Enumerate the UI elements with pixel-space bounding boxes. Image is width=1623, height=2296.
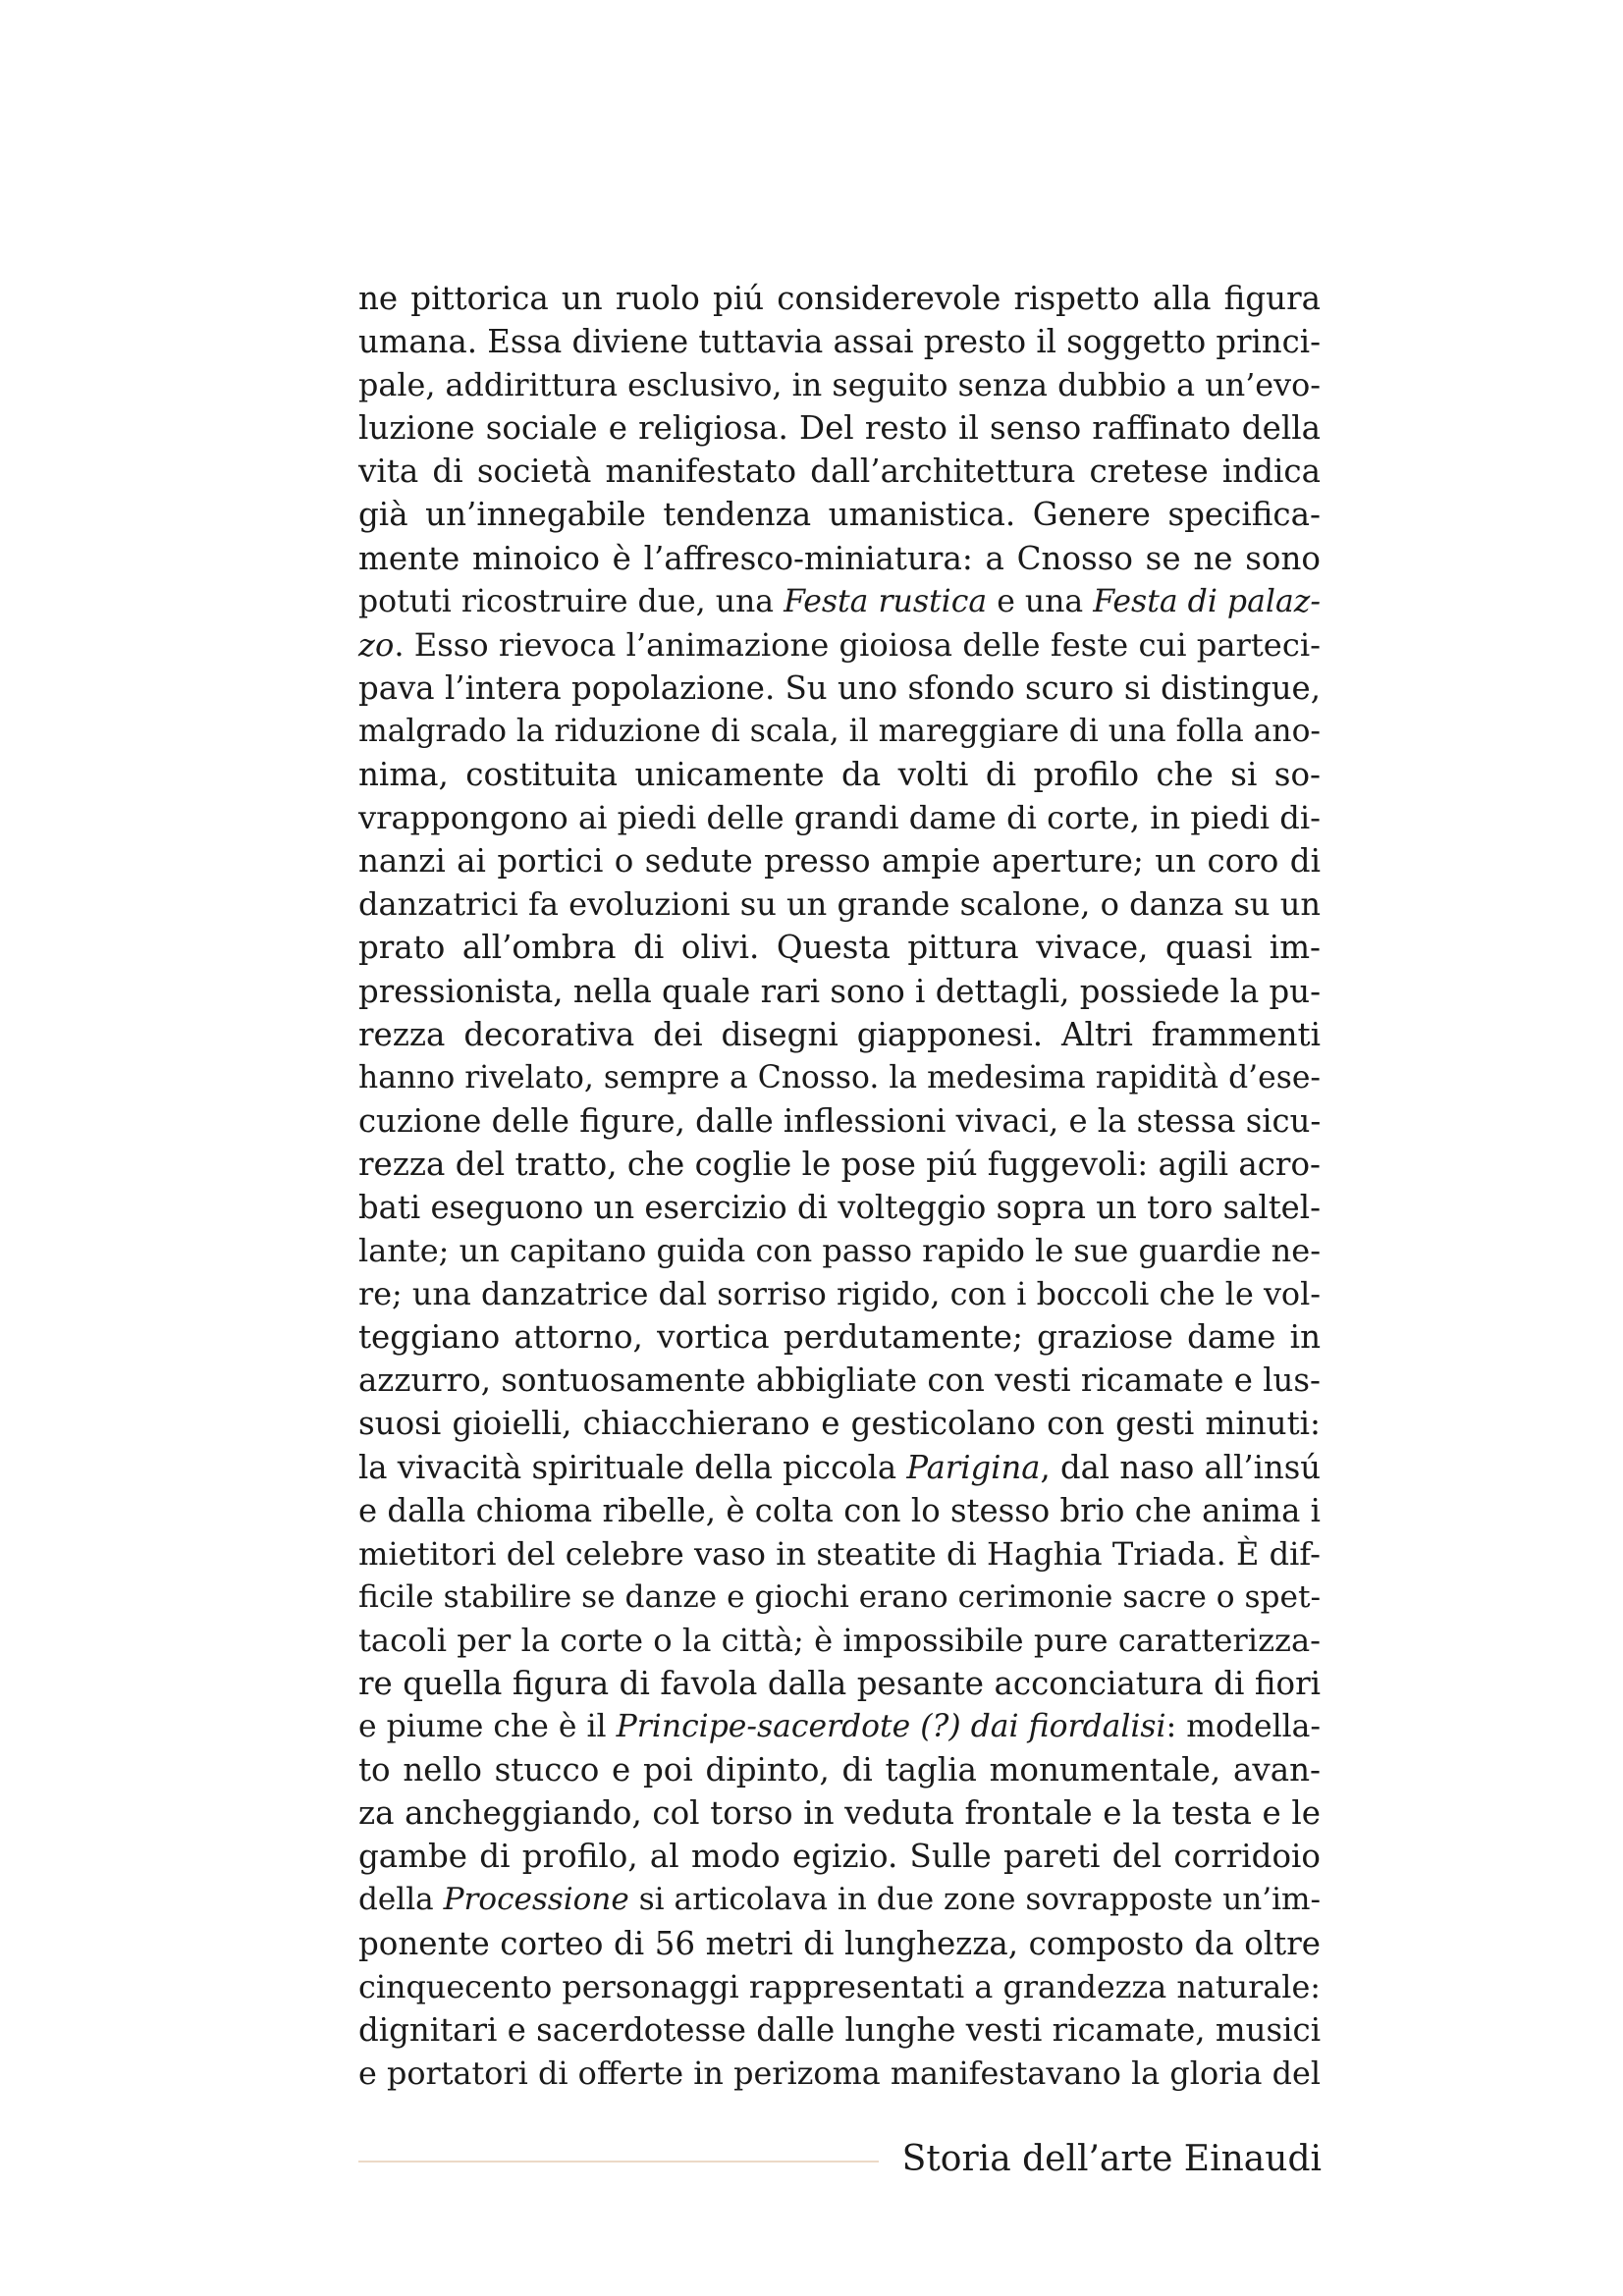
- text-line: [358, 1662, 1321, 1705]
- text-segment: ne pittorica un ruolo piú considerevole rispetto alla figura: [358, 280, 1321, 317]
- text-segment: malgrado la riduzione di scala, il mareggiare di una folla ano-: [358, 713, 1322, 749]
- text-line: [358, 970, 1321, 1013]
- text-segment: nanzi ai portici o sedute presso ampie aperture; un coro di: [358, 842, 1321, 881]
- text-line: [358, 667, 1321, 710]
- text-line: [358, 710, 1321, 753]
- text-segment: dignitari e sacerdotesse dalle lunghe vesti ricamate, musici: [358, 2010, 1322, 2049]
- text-line: [358, 753, 1321, 796]
- text-line: [358, 882, 1321, 926]
- text-segment: e una: [987, 583, 1094, 619]
- text-line: [358, 1446, 1321, 1489]
- text-line: [358, 623, 1321, 667]
- text-segment: prato all’ombra di olivi. Questa pittura vivace, quasi im-: [358, 929, 1321, 967]
- text-line: [358, 450, 1321, 493]
- text-segment: la vivacità spirituale della piccola: [358, 1448, 907, 1486]
- italic-title: Principe-sacerdote (?) dai fiordalisi: [616, 1709, 1166, 1745]
- text-segment: rezza decorativa dei disegni giapponesi. Altri frammenti: [358, 1015, 1321, 1053]
- body-text: [358, 277, 1321, 2095]
- text-segment: . Esso rievoca l’animazione gioiosa delle feste cui parteci-: [394, 625, 1321, 664]
- text-segment: cinquecento personaggi rappresentati a grandezza naturale:: [358, 1967, 1321, 2005]
- text-line: [358, 1748, 1321, 1791]
- text-line: [358, 1359, 1321, 1402]
- text-line: [358, 1922, 1321, 1965]
- text-segment: pale, addirittura esclusivo, in seguito senza dubbio a un’evo-: [358, 366, 1322, 404]
- text-segment: si articolava in due zone sovrapposte un’im-: [628, 1882, 1322, 1918]
- italic-title: Festa rustica: [784, 583, 988, 619]
- footer-series-title: Storia dell’arte Einaudi: [901, 2139, 1322, 2179]
- text-segment: ponente corteo di 56 metri di lunghezza, composto da oltre: [358, 1924, 1321, 1962]
- text-line: [358, 1835, 1321, 1878]
- text-segment: suosi gioielli, chiacchierano e gesticolano con gesti minuti:: [358, 1405, 1321, 1443]
- text-segment: za ancheggiando, col torso in veduta frontale e la testa e le: [358, 1794, 1321, 1833]
- text-segment: rezza del tratto, che coglie le pose piú fuggevoli: agili acro-: [358, 1145, 1321, 1183]
- text-segment: gambe di profilo, al modo egizio. Sulle pareti del corridoio: [358, 1838, 1321, 1876]
- text-segment: mietitori del celebre vaso in steatite di Haghia Triada. È dif-: [358, 1534, 1321, 1573]
- text-line: [358, 1013, 1321, 1056]
- text-line: [358, 1186, 1321, 1229]
- text-line: [358, 537, 1321, 580]
- text-segment: : modella-: [1165, 1709, 1322, 1745]
- text-line: [358, 1099, 1321, 1143]
- text-line: [358, 1878, 1321, 1921]
- text-line: [358, 796, 1321, 839]
- text-line: [358, 2008, 1321, 2052]
- italic-title: zo: [358, 625, 395, 664]
- text-line: [358, 839, 1321, 882]
- italic-title: Festa di palaz-: [1093, 583, 1321, 619]
- text-segment: azzurro, sontuosamente abbigliate con vesti ricamate e lus-: [358, 1362, 1321, 1400]
- text-line: [358, 1272, 1321, 1315]
- text-segment: e dalla chioma ribelle, è colta con lo stesso brio che anima i: [358, 1491, 1321, 1529]
- text-segment: to nello stucco e poi dipinto, di taglia monumentale, avan-: [358, 1751, 1321, 1789]
- text-segment: re; una danzatrice dal sorriso rigido, con i boccoli che le vol-: [358, 1275, 1321, 1313]
- text-line: [358, 1532, 1321, 1575]
- text-segment: vrappongono ai piedi delle grandi dame di corte, in piedi di-: [358, 799, 1321, 837]
- text-line: [358, 1229, 1321, 1272]
- text-segment: nima, costituita unicamente da volti di profilo che si so-: [358, 756, 1321, 794]
- text-segment: e portatori di offerte in perizoma manifestavano la gloria del: [358, 2054, 1321, 2092]
- italic-title: Processione: [443, 1882, 629, 1918]
- text-segment: e piume che è il: [358, 1709, 617, 1745]
- text-segment: hanno rivelato, sempre a Cnosso. la medesima rapidità d’ese-: [358, 1059, 1321, 1095]
- footer-rule: [358, 2161, 879, 2163]
- text-line: [358, 1575, 1321, 1619]
- text-line: [358, 406, 1321, 450]
- text-line: [358, 1402, 1321, 1445]
- text-segment: tacoli per la corte o la città; è impossibile pure caratterizza-: [358, 1621, 1321, 1659]
- text-segment: ficile stabilire se danze e giochi erano cerimonie sacre o spet-: [358, 1578, 1322, 1615]
- text-segment: pava l’intera popolazione. Su uno sfondo scuro si distingue,: [358, 668, 1321, 707]
- italic-title: Parigina: [906, 1448, 1041, 1486]
- text-line: [358, 277, 1321, 320]
- text-segment: bati eseguono un esercizio di volteggio sopra un toro saltel-: [358, 1188, 1321, 1226]
- text-segment: pressionista, nella quale rari sono i dettagli, possiede la pu-: [358, 972, 1321, 1010]
- text-segment: lante; un capitano guida con passo rapido le sue guardie ne-: [358, 1232, 1321, 1270]
- text-segment: teggiano attorno, vortica perdutamente; graziose dame in: [358, 1318, 1321, 1357]
- text-segment: della: [358, 1882, 444, 1918]
- text-line: [358, 2052, 1321, 2095]
- text-line: [358, 1056, 1321, 1099]
- text-line: [358, 1965, 1321, 2008]
- text-line: [358, 1143, 1321, 1186]
- text-line: [358, 1315, 1321, 1359]
- text-segment: cuzione delle figure, dalle inflessioni vivaci, e la stessa sicu-: [358, 1101, 1322, 1140]
- text-segment: , dal naso all’insú: [1040, 1448, 1322, 1486]
- text-line: [358, 493, 1321, 536]
- text-segment: mente minoico è l’affresco-miniatura: a Cnosso se ne sono: [358, 539, 1321, 577]
- text-segment: potuti ricostruire due, una: [358, 583, 784, 619]
- text-line: [358, 926, 1321, 969]
- text-segment: luzione sociale e religiosa. Del resto il senso raffinato della: [358, 409, 1321, 448]
- text-line: [358, 580, 1321, 623]
- text-segment: re quella figura di favola dalla pesante acconciatura di fiori: [358, 1665, 1321, 1702]
- text-line: [358, 320, 1321, 363]
- text-segment: già un’innegabile tendenza umanistica. Genere specifica-: [358, 496, 1321, 534]
- text-line: [358, 1489, 1321, 1532]
- text-segment: vita di società manifestato dall’architettura cretese indica: [358, 453, 1321, 491]
- text-segment: umana. Essa diviene tuttavia assai presto il soggetto princi-: [358, 323, 1321, 361]
- text-line: [358, 1705, 1321, 1748]
- text-segment: danzatrici fa evoluzioni su un grande scalone, o danza su un: [358, 885, 1321, 924]
- text-line: [358, 1791, 1321, 1835]
- text-line: [358, 1619, 1321, 1662]
- text-line: [358, 363, 1321, 406]
